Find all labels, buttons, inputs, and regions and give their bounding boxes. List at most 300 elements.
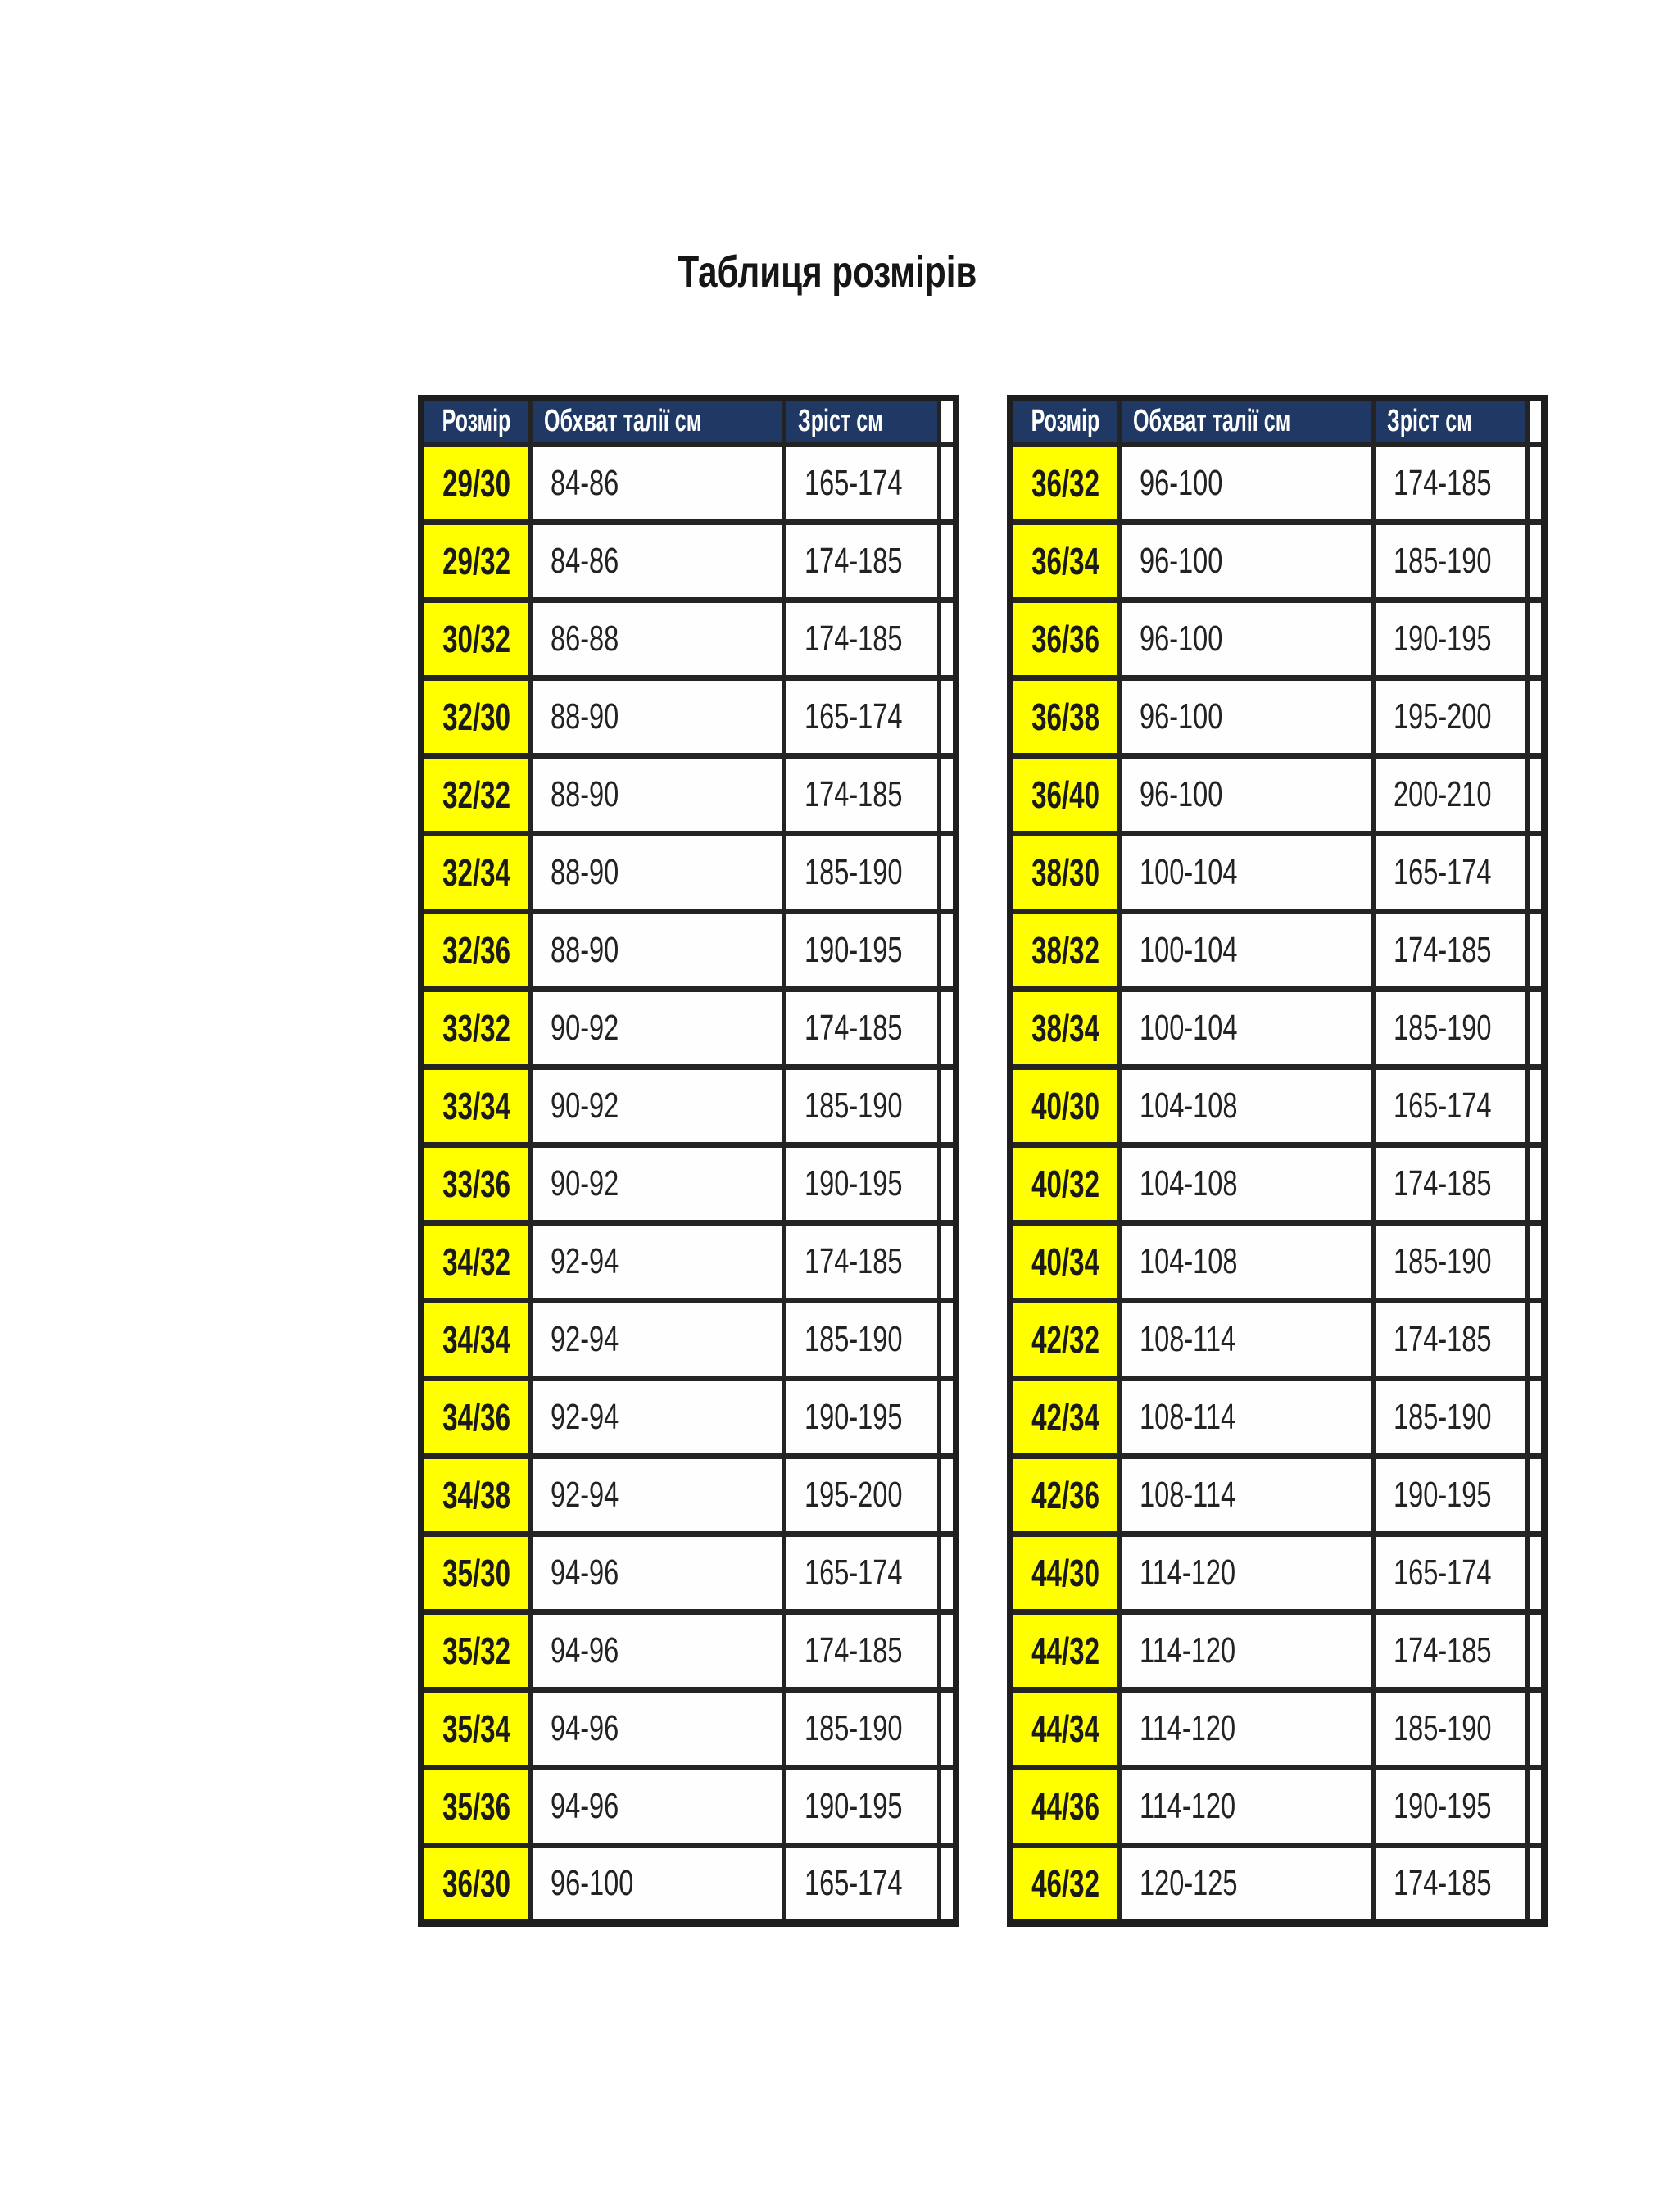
- waist-cell-text: 96-100: [550, 1862, 634, 1903]
- empty-cell: [939, 755, 956, 833]
- waist-cell: [530, 833, 784, 911]
- size-cell: [421, 444, 530, 522]
- size-cell: [1010, 1067, 1119, 1145]
- size-cell: [1010, 1767, 1119, 1845]
- size-cell-text: 44/34: [1031, 1707, 1099, 1750]
- waist-cell: [1119, 1689, 1373, 1767]
- column-header-height: Зріст см: [785, 398, 939, 444]
- height-cell-text: 195-200: [805, 1474, 903, 1515]
- waist-cell-text: 96-100: [1139, 540, 1223, 581]
- size-cell-text: 35/30: [442, 1551, 510, 1594]
- size-cell-text: 34/38: [442, 1473, 510, 1516]
- empty-cell: [1528, 1300, 1545, 1378]
- waist-cell: [1119, 1611, 1373, 1689]
- empty-cell: [1528, 678, 1545, 755]
- height-cell: [785, 1067, 939, 1145]
- empty-cell: [1528, 600, 1545, 678]
- height-cell: [1373, 755, 1527, 833]
- size-cell: [1010, 600, 1119, 678]
- empty-cell: [1528, 1689, 1545, 1767]
- table-row: [1010, 911, 1545, 989]
- waist-cell-text: 114-120: [1139, 1707, 1235, 1748]
- waist-cell-text: 84-86: [550, 462, 619, 503]
- size-cell: [421, 522, 530, 600]
- waist-cell: [530, 522, 784, 600]
- empty-cell: [1528, 1145, 1545, 1222]
- size-cell: [421, 1222, 530, 1300]
- size-cell-text: 36/32: [1031, 461, 1099, 505]
- size-cell: [1010, 1222, 1119, 1300]
- table-row: [421, 1534, 956, 1611]
- empty-cell: [1528, 522, 1545, 600]
- height-cell: [1373, 1456, 1527, 1534]
- waist-cell-text: 92-94: [550, 1396, 619, 1437]
- size-cell-text: 36/38: [1031, 695, 1099, 738]
- height-cell-text: 190-195: [1393, 618, 1492, 659]
- empty-cell: [939, 1689, 956, 1767]
- height-cell: [785, 755, 939, 833]
- size-cell: [421, 989, 530, 1067]
- size-cell: [421, 1456, 530, 1534]
- height-cell-text: 185-190: [1393, 1707, 1492, 1748]
- empty-cell: [1528, 1222, 1545, 1300]
- table-row: [1010, 1145, 1545, 1222]
- size-cell: [421, 678, 530, 755]
- height-cell: [1373, 1378, 1527, 1456]
- height-cell: [785, 1845, 939, 1923]
- waist-cell: [1119, 1067, 1373, 1145]
- empty-cell: [939, 444, 956, 522]
- empty-cell: [1528, 444, 1545, 522]
- size-table-left: [418, 395, 959, 1927]
- table-row: [421, 522, 956, 600]
- size-cell-text: 36/30: [442, 1861, 510, 1905]
- empty-cell: [939, 1845, 956, 1923]
- waist-cell: [530, 755, 784, 833]
- table-row: [421, 1611, 956, 1689]
- waist-cell: [530, 1145, 784, 1222]
- height-cell-text: 165-174: [805, 1862, 903, 1903]
- table-row: [421, 1222, 956, 1300]
- waist-cell-text: 88-90: [550, 773, 619, 814]
- height-cell: [785, 833, 939, 911]
- waist-cell-text: 90-92: [550, 1085, 619, 1126]
- waist-cell-text: 86-88: [550, 618, 619, 659]
- height-cell-text: 174-185: [805, 1630, 903, 1670]
- height-cell-text: 174-185: [1393, 929, 1492, 970]
- height-cell: [1373, 911, 1527, 989]
- waist-cell: [530, 1689, 784, 1767]
- size-cell-text: 35/36: [442, 1784, 510, 1828]
- empty-cell: [939, 911, 956, 989]
- waist-cell-text: 104-108: [1139, 1163, 1238, 1203]
- waist-cell-text: 88-90: [550, 851, 619, 892]
- height-cell: [785, 1378, 939, 1456]
- height-cell: [785, 1689, 939, 1767]
- height-cell-text: 165-174: [1393, 851, 1492, 892]
- size-cell-text: 38/30: [1031, 850, 1099, 894]
- waist-cell: [1119, 522, 1373, 600]
- size-cell-text: 42/32: [1031, 1317, 1099, 1361]
- header-row: [421, 398, 956, 444]
- table-row: [421, 1300, 956, 1378]
- height-cell-text: 174-185: [805, 773, 903, 814]
- waist-cell-text: 96-100: [1139, 618, 1223, 659]
- height-cell-text: 185-190: [805, 851, 903, 892]
- empty-cell: [939, 833, 956, 911]
- height-cell-text: 174-185: [1393, 1163, 1492, 1203]
- height-cell-text: 165-174: [805, 462, 903, 503]
- empty-cell: [1528, 1845, 1545, 1923]
- waist-cell-text: 100-104: [1139, 851, 1238, 892]
- table-row: [1010, 1611, 1545, 1689]
- height-cell: [1373, 444, 1527, 522]
- size-cell-text: 32/32: [442, 773, 510, 816]
- waist-cell: [1119, 1222, 1373, 1300]
- waist-cell: [1119, 833, 1373, 911]
- table-row: [421, 1145, 956, 1222]
- waist-cell: [1119, 678, 1373, 755]
- size-cell: [421, 1845, 530, 1923]
- empty-cell: [1528, 989, 1545, 1067]
- table-row: [421, 444, 956, 522]
- height-cell: [785, 1222, 939, 1300]
- height-cell: [785, 1456, 939, 1534]
- size-cell-text: 32/34: [442, 850, 510, 894]
- waist-cell: [530, 444, 784, 522]
- size-cell: [1010, 1689, 1119, 1767]
- height-cell: [1373, 1534, 1527, 1611]
- size-cell: [1010, 833, 1119, 911]
- size-cell: [1010, 678, 1119, 755]
- waist-cell: [1119, 1378, 1373, 1456]
- size-cell-text: 44/32: [1031, 1629, 1099, 1672]
- waist-cell-text: 94-96: [550, 1630, 619, 1670]
- table-row: [1010, 1067, 1545, 1145]
- waist-cell-text: 94-96: [550, 1785, 619, 1826]
- waist-cell: [530, 1456, 784, 1534]
- size-cell-text: 42/34: [1031, 1395, 1099, 1439]
- table-row: [421, 1689, 956, 1767]
- waist-cell: [530, 1300, 784, 1378]
- waist-cell-text: 94-96: [550, 1707, 619, 1748]
- table-row: [421, 1378, 956, 1456]
- column-header-height: Зріст см: [1373, 398, 1527, 444]
- column-header-empty: [939, 398, 956, 444]
- column-header-size: Розмір: [1010, 398, 1119, 444]
- height-cell: [785, 600, 939, 678]
- height-cell: [1373, 1067, 1527, 1145]
- size-cell-text: 29/30: [442, 461, 510, 505]
- size-cell: [421, 833, 530, 911]
- size-cell: [1010, 911, 1119, 989]
- height-cell-text: 200-210: [1393, 773, 1492, 814]
- table-row: [1010, 600, 1545, 678]
- height-cell-text: 195-200: [1393, 696, 1492, 737]
- size-cell-text: 34/36: [442, 1395, 510, 1439]
- waist-cell: [1119, 1534, 1373, 1611]
- table-row: [1010, 1689, 1545, 1767]
- table-body-right: [1010, 444, 1545, 1923]
- size-cell-text: 40/30: [1031, 1084, 1099, 1127]
- column-header-empty: [1528, 398, 1545, 444]
- size-cell: [421, 1767, 530, 1845]
- size-cell: [421, 911, 530, 989]
- size-cell: [421, 1611, 530, 1689]
- height-cell-text: 174-185: [1393, 1862, 1492, 1903]
- height-cell: [785, 911, 939, 989]
- empty-cell: [939, 678, 956, 755]
- height-cell: [785, 1145, 939, 1222]
- height-cell-text: 174-185: [1393, 1630, 1492, 1670]
- height-cell: [785, 1300, 939, 1378]
- column-header-waist: Обхват талії см: [1119, 398, 1373, 444]
- size-cell-text: 33/32: [442, 1006, 510, 1049]
- waist-cell-text: 120-125: [1139, 1862, 1238, 1903]
- waist-cell-text: 92-94: [550, 1474, 619, 1515]
- size-cell-text: 32/36: [442, 928, 510, 972]
- waist-cell-text: 88-90: [550, 696, 619, 737]
- height-cell: [1373, 600, 1527, 678]
- waist-cell-text: 100-104: [1139, 929, 1238, 970]
- height-cell: [1373, 522, 1527, 600]
- height-cell: [1373, 1300, 1527, 1378]
- waist-cell: [530, 989, 784, 1067]
- empty-cell: [939, 1300, 956, 1378]
- empty-cell: [939, 522, 956, 600]
- size-cell: [421, 1378, 530, 1456]
- size-cell: [421, 1689, 530, 1767]
- height-cell-text: 165-174: [805, 696, 903, 737]
- size-cell: [421, 1067, 530, 1145]
- table-row: [421, 678, 956, 755]
- waist-cell: [1119, 444, 1373, 522]
- waist-cell-text: 96-100: [1139, 773, 1223, 814]
- height-cell: [785, 1534, 939, 1611]
- waist-cell: [1119, 989, 1373, 1067]
- size-cell: [421, 1534, 530, 1611]
- table-row: [421, 1845, 956, 1923]
- size-table-right: [1007, 395, 1548, 1927]
- empty-cell: [1528, 1611, 1545, 1689]
- size-cell-text: 40/34: [1031, 1240, 1099, 1283]
- waist-cell: [530, 678, 784, 755]
- size-cell: [1010, 1534, 1119, 1611]
- empty-cell: [939, 600, 956, 678]
- empty-cell: [1528, 1378, 1545, 1456]
- empty-cell: [1528, 1067, 1545, 1145]
- waist-cell-text: 108-114: [1139, 1474, 1235, 1515]
- table-row: [421, 833, 956, 911]
- table-row: [1010, 1456, 1545, 1534]
- height-cell: [1373, 1689, 1527, 1767]
- empty-cell: [939, 1222, 956, 1300]
- size-cell: [421, 755, 530, 833]
- height-cell-text: 190-195: [1393, 1785, 1492, 1826]
- size-cell-text: 38/32: [1031, 928, 1099, 972]
- height-cell: [1373, 678, 1527, 755]
- size-cell-text: 33/34: [442, 1084, 510, 1127]
- size-cell: [1010, 989, 1119, 1067]
- column-header-waist: Обхват талії см: [530, 398, 784, 444]
- table-row: [1010, 1767, 1545, 1845]
- table-row: [1010, 522, 1545, 600]
- waist-cell: [530, 1845, 784, 1923]
- waist-cell-text: 96-100: [1139, 696, 1223, 737]
- waist-cell-text: 108-114: [1139, 1396, 1235, 1437]
- content-wrap: [418, 246, 1492, 1927]
- waist-cell: [530, 1378, 784, 1456]
- height-cell: [785, 522, 939, 600]
- size-cell: [1010, 1300, 1119, 1378]
- waist-cell: [530, 1067, 784, 1145]
- size-cell: [421, 1145, 530, 1222]
- waist-cell: [530, 1534, 784, 1611]
- table-row: [1010, 755, 1545, 833]
- size-cell: [1010, 1456, 1119, 1534]
- size-cell-text: 44/30: [1031, 1551, 1099, 1594]
- page-title: [418, 246, 1237, 298]
- table-header: [1010, 398, 1545, 444]
- table-row: [421, 1767, 956, 1845]
- table-row: [1010, 1534, 1545, 1611]
- table-body-left: [421, 444, 956, 1923]
- height-cell: [1373, 833, 1527, 911]
- height-cell-text: 185-190: [805, 1085, 903, 1126]
- empty-cell: [939, 1534, 956, 1611]
- height-cell-text: 174-185: [1393, 462, 1492, 503]
- waist-cell: [1119, 1767, 1373, 1845]
- waist-cell: [1119, 1300, 1373, 1378]
- size-cell-text: 40/32: [1031, 1162, 1099, 1205]
- empty-cell: [1528, 1534, 1545, 1611]
- size-cell-text: 38/34: [1031, 1006, 1099, 1049]
- size-cell: [1010, 444, 1119, 522]
- size-cell-text: 46/32: [1031, 1861, 1099, 1905]
- page-title-text: Таблиця розмірів: [678, 247, 977, 297]
- waist-cell-text: 100-104: [1139, 1007, 1238, 1048]
- size-cell-text: 42/36: [1031, 1473, 1099, 1516]
- waist-cell: [1119, 1456, 1373, 1534]
- waist-cell-text: 90-92: [550, 1163, 619, 1203]
- waist-cell-text: 114-120: [1139, 1630, 1235, 1670]
- table-row: [421, 989, 956, 1067]
- size-tables: [418, 395, 1492, 1927]
- size-cell-text: 44/36: [1031, 1784, 1099, 1828]
- size-cell-text: 30/32: [442, 617, 510, 660]
- waist-cell-text: 94-96: [550, 1552, 619, 1593]
- waist-cell: [530, 600, 784, 678]
- height-cell: [1373, 1145, 1527, 1222]
- size-cell: [1010, 1845, 1119, 1923]
- table-row: [1010, 444, 1545, 522]
- header-row: [1010, 398, 1545, 444]
- waist-cell: [1119, 1145, 1373, 1222]
- table-row: [421, 1067, 956, 1145]
- height-cell-text: 185-190: [805, 1707, 903, 1748]
- table-row: [1010, 1378, 1545, 1456]
- height-cell-text: 190-195: [805, 1396, 903, 1437]
- table-row: [1010, 833, 1545, 911]
- height-cell: [785, 989, 939, 1067]
- size-cell-text: 34/32: [442, 1240, 510, 1283]
- height-cell-text: 174-185: [805, 1007, 903, 1048]
- size-cell-text: 29/32: [442, 539, 510, 582]
- empty-cell: [1528, 911, 1545, 989]
- empty-cell: [939, 1611, 956, 1689]
- empty-cell: [939, 989, 956, 1067]
- height-cell-text: 165-174: [1393, 1552, 1492, 1593]
- waist-cell-text: 104-108: [1139, 1240, 1238, 1281]
- size-cell: [421, 1300, 530, 1378]
- size-cell: [421, 600, 530, 678]
- empty-cell: [939, 1378, 956, 1456]
- empty-cell: [939, 1067, 956, 1145]
- size-cell-text: 35/32: [442, 1629, 510, 1672]
- height-cell: [1373, 1845, 1527, 1923]
- height-cell-text: 174-185: [805, 1240, 903, 1281]
- size-cell: [1010, 1611, 1119, 1689]
- empty-cell: [1528, 833, 1545, 911]
- size-cell-text: 34/34: [442, 1317, 510, 1361]
- table-row: [1010, 1222, 1545, 1300]
- height-cell-text: 190-195: [805, 929, 903, 970]
- size-cell-text: 36/40: [1031, 773, 1099, 816]
- height-cell-text: 185-190: [1393, 1007, 1492, 1048]
- empty-cell: [1528, 1767, 1545, 1845]
- table-row: [421, 1456, 956, 1534]
- table-header: [421, 398, 956, 444]
- height-cell: [1373, 1767, 1527, 1845]
- height-cell-text: 165-174: [805, 1552, 903, 1593]
- height-cell-text: 190-195: [1393, 1474, 1492, 1515]
- waist-cell-text: 114-120: [1139, 1552, 1235, 1593]
- height-cell-text: 190-195: [805, 1163, 903, 1203]
- height-cell-text: 174-185: [805, 618, 903, 659]
- waist-cell-text: 114-120: [1139, 1785, 1235, 1826]
- empty-cell: [939, 1767, 956, 1845]
- height-cell-text: 185-190: [1393, 540, 1492, 581]
- size-cell: [1010, 522, 1119, 600]
- waist-cell-text: 108-114: [1139, 1318, 1235, 1359]
- waist-cell-text: 90-92: [550, 1007, 619, 1048]
- height-cell: [785, 1611, 939, 1689]
- height-cell: [785, 1767, 939, 1845]
- height-cell-text: 185-190: [1393, 1396, 1492, 1437]
- waist-cell: [1119, 600, 1373, 678]
- size-cell-text: 35/34: [442, 1707, 510, 1750]
- waist-cell: [1119, 755, 1373, 833]
- height-cell-text: 174-185: [805, 540, 903, 581]
- height-cell: [1373, 989, 1527, 1067]
- height-cell: [1373, 1222, 1527, 1300]
- waist-cell-text: 92-94: [550, 1240, 619, 1281]
- empty-cell: [939, 1456, 956, 1534]
- table-row: [421, 911, 956, 989]
- empty-cell: [1528, 755, 1545, 833]
- table-row: [421, 755, 956, 833]
- waist-cell-text: 84-86: [550, 540, 619, 581]
- size-cell: [1010, 1378, 1119, 1456]
- height-cell: [785, 678, 939, 755]
- size-cell: [1010, 755, 1119, 833]
- height-cell-text: 185-190: [1393, 1240, 1492, 1281]
- waist-cell: [530, 1767, 784, 1845]
- height-cell: [785, 444, 939, 522]
- table-row: [1010, 989, 1545, 1067]
- size-cell-text: 36/34: [1031, 539, 1099, 582]
- waist-cell: [530, 911, 784, 989]
